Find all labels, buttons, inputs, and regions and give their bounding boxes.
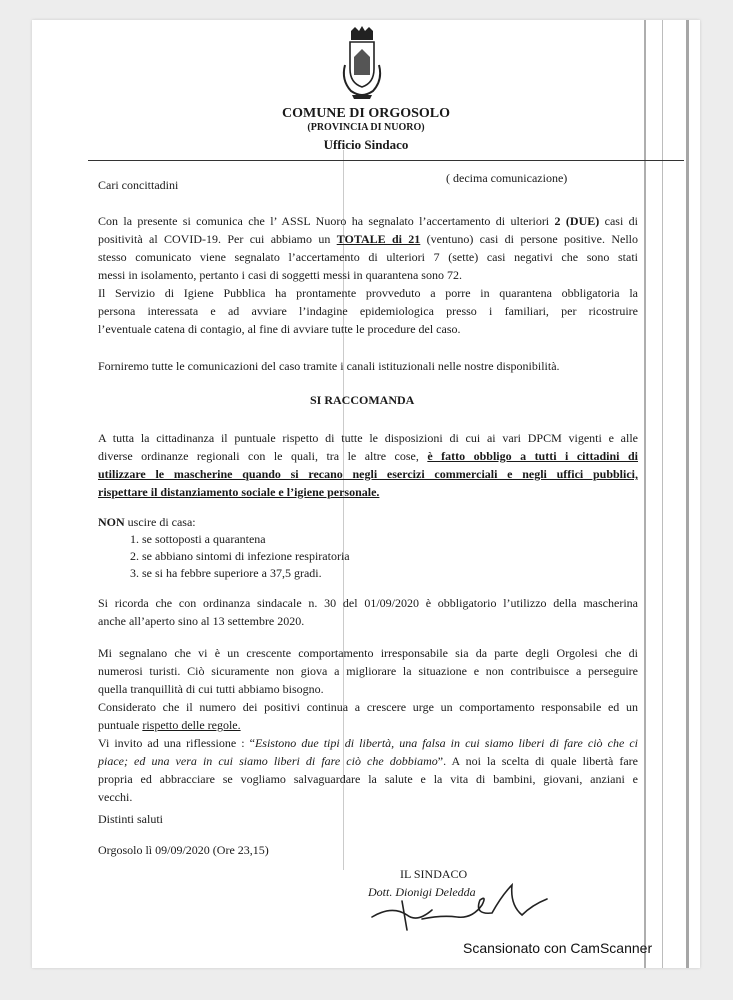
communication-number: ( decima comunicazione) — [446, 171, 568, 185]
paragraph-line: vecchi. — [98, 790, 133, 804]
comune-title: COMUNE DI ORGOSOLO — [281, 106, 450, 121]
paragraph-line: positività al COVID-19. Per cui abbiamo un TOTALE di 21 (ventuno) casi di persone positive. Nello — [98, 232, 638, 246]
paragraph-line: Vi invito ad una riflessione : “Esistono due tipi di libertà, una falsa in cui siamo liberi di fare ciò che ci — [98, 736, 638, 750]
paragraph-line: anche all’aperto sino al 13 settembre 2020. — [98, 614, 305, 628]
scan-edge-line — [644, 20, 646, 968]
signature-title: IL SINDACO — [400, 867, 468, 881]
list-item: 1. se sottoposti a quarantena — [130, 532, 266, 546]
non-uscire-heading: NON uscire di casa: — [98, 515, 196, 529]
coat-of-arms-icon — [337, 25, 387, 105]
signature-name: Dott. Dionigi Deledda — [368, 885, 476, 899]
scan-edge-line — [662, 20, 663, 968]
handwritten-signature-icon — [362, 875, 562, 935]
paragraph-line: rispettare il distanziamento sociale e l’igiene personale. — [98, 485, 380, 499]
provincia-title: (PROVINCIA DI NUORO) — [307, 122, 425, 133]
greeting: Cari concittadini — [98, 178, 179, 192]
paragraph-line: stesso comunicato viene segnalato l’accertamento di ulteriori 7 (sette) casi negativi che sono stati — [98, 250, 638, 264]
paragraph-line: Con la presente si comunica che l’ ASSL Nuoro ha segnalato l’accertamento di ulteriori 2 (DUE) casi di — [98, 214, 639, 228]
paragraph-line: Considerato che il numero dei positivi continua a crescere urge un comportamento responsabile ed un — [98, 700, 638, 714]
paragraph-line: Si ricorda che con ordinanza sindacale n. 30 del 01/09/2020 è obbligatorio l’utilizzo della mascherina — [98, 596, 638, 610]
list-item: 3. se si ha febbre superiore a 37,5 gradi. — [130, 566, 322, 580]
paragraph-line: persona interessata e ad avviare l’indagine epidemiologica presso i familiari, per ricostruire — [98, 304, 638, 318]
paragraph-line: l’eventuale catena di contagio, al fine di avviare tutte le procedure del caso. — [98, 322, 461, 336]
paragraph-line: messi in isolamento, pertanto i casi di soggetti messi in quarantena sono 72. — [98, 268, 462, 282]
paragraph-line: puntuale rispetto delle regole. — [98, 718, 241, 732]
ufficio-title: Ufficio Sindaco — [323, 137, 409, 152]
list-item: 2. se abbiano sintomi di infezione respiratoria — [130, 549, 350, 563]
document-page — [32, 20, 700, 968]
paragraph-line: Forniremo tutte le comunicazioni del caso tramite i canali istituzionali nelle nostre disponibilità. — [98, 359, 560, 373]
paragraph-line: A tutta la cittadinanza il puntuale rispetto di tutte le disposizioni di cui ai vari DPCM vigenti e alle — [98, 431, 638, 445]
paragraph-line: utilizzare le mascherine quando si recano negli esercizi commerciali e negli uffici pubblici, — [98, 467, 638, 481]
paragraph-line: Mi segnalano che vi è un crescente comportamento irresponsabile sia da parte degli Orgolesi che di — [98, 646, 638, 660]
paragraph-line: piace; ed una vera in cui siamo liberi di fare ciò che dobbiamo”. A noi la scelta di quale libertà fare — [98, 754, 639, 768]
si-raccomanda-heading: SI RACCOMANDA — [310, 393, 415, 407]
paragraph-line: Il Servizio di Igiene Pubblica ha prontamente provveduto a porre in quarantena obbligatoria la — [98, 286, 638, 300]
paragraph-line: quella tranquillità di cui tutti abbiamo bisogno. — [98, 682, 324, 696]
scan-edge-line — [686, 20, 689, 968]
camscanner-watermark: Scansionato con CamScanner — [463, 940, 653, 956]
paragraph-line: numerosi turisti. Ciò sicuramente non giova a migliorare la situazione e non contribuisce a perseguire — [98, 664, 638, 678]
date-text: Orgosolo lì 09/09/2020 (Ore 23,15) — [98, 843, 269, 857]
paragraph-line: diverse ordinanze regionali con le quali, tra le altre cose, è fatto obbligo a tutti i cittadini di — [98, 449, 639, 463]
paragraph-line: propria ed abbracciare se vogliamo salvaguardare la salute e la vita di bambini, giovani, anziani e — [98, 772, 638, 786]
closing-text: Distinti saluti — [98, 812, 164, 826]
header-divider — [88, 160, 684, 161]
